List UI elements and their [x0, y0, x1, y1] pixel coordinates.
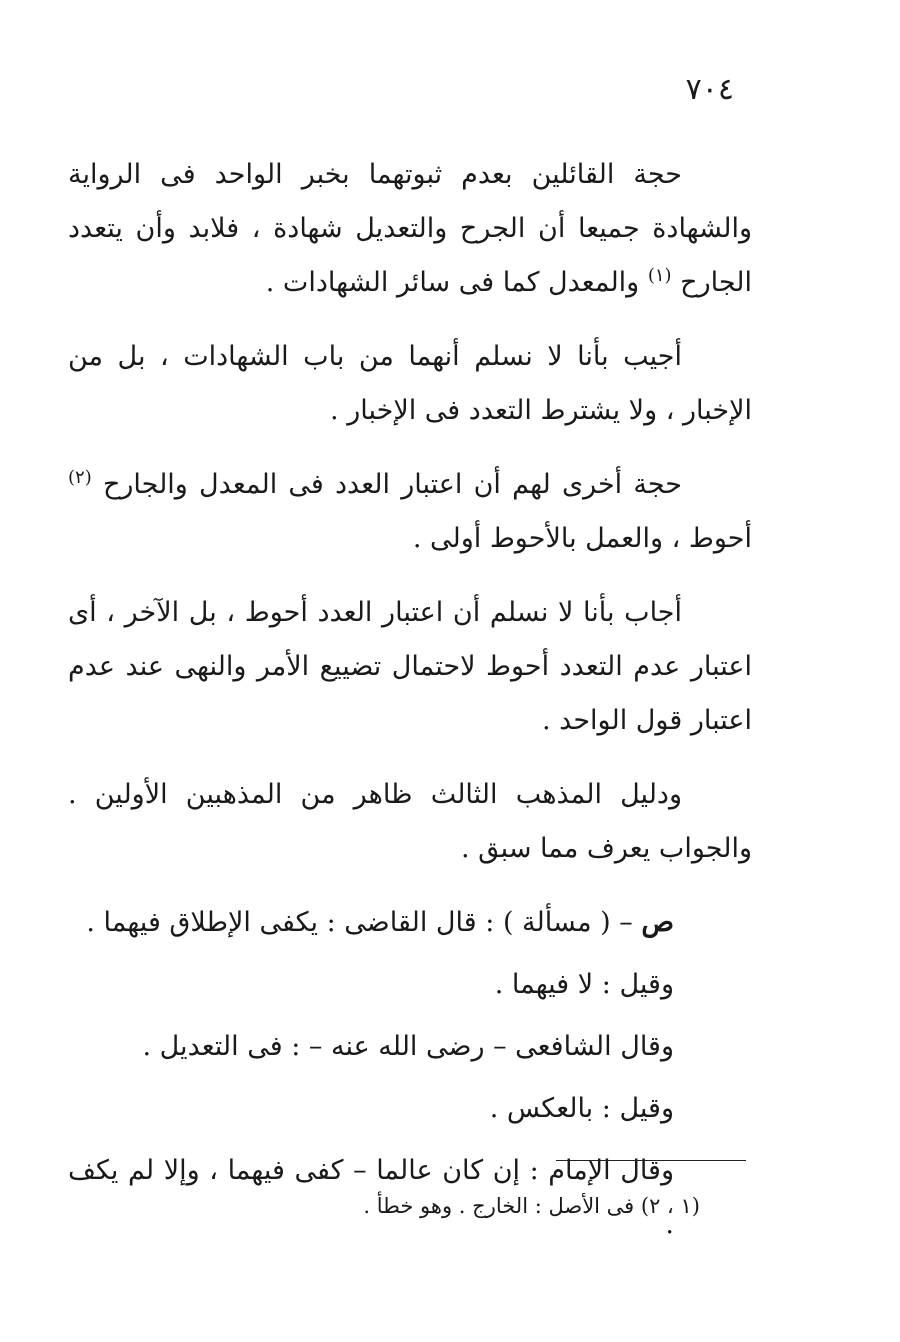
paragraph-argument-1 [68, 148, 752, 310]
page-number: ٧٠٤ [685, 72, 734, 107]
footnote: (١ ، ٢) فى الأصل : الخارج . وهو خطأ . [363, 1194, 700, 1218]
paragraph-text: أجاب بأنا لا نسلم أن اعتبار العدد أحوط ، بل الآخر ، أى اعتبار عدم التعدد أحوط لاحتمال تضييع الأمر والنهى عند عدم اعتبار قول الواحد . [68, 597, 752, 736]
paragraph-text: أجيب بأنا لا نسلم أنهما من باب الشهادات ، بل من الإخبار ، ولا يشترط التعدد فى الإخبار . [68, 341, 752, 426]
paragraph-third-view [68, 768, 752, 876]
opinion-line [68, 1082, 752, 1136]
opinion-text: وقيل : بالعكس . [489, 1093, 674, 1124]
paragraph-reply-1 [68, 330, 752, 438]
issue-text: – ( مسألة ) : قال القاضى : يكفى الإطلاق فيهما . [86, 907, 633, 938]
opinion-text: وقال الشافعى – رضى الله عنه – : فى التعديل . [142, 1031, 674, 1062]
paragraph-text: حجة القائلين بعدم ثبوتهما بخبر الواحد فى الرواية والشهادة جميعا أن الجرح والتعديل شهادة ، فلابد وأن يتعدد الجارح [68, 159, 752, 298]
main-text [68, 148, 752, 1260]
paragraph-text: والمعدل كما فى سائر الشهادات . [265, 267, 640, 298]
paragraph-text: ودليل المذهب الثالث ظاهر من المذهبين الأولين . والجواب يعرف مما سبق . [68, 779, 752, 864]
issue-marker: ص [641, 907, 674, 938]
footnote-ref-2: (٢) [68, 467, 92, 488]
issue-statement [68, 896, 752, 950]
opinion-text: وقيل : لا فيهما . [494, 969, 674, 1000]
footnote-ref-1: (١) [647, 265, 672, 286]
opinion-line [68, 1020, 752, 1074]
opinion-text: وقال الإمام : إن كان عالما – كفى فيهما ، وإلا لم يكف . [68, 1155, 674, 1240]
paragraph-argument-2 [68, 458, 752, 566]
footnote-divider [556, 1160, 746, 1161]
paragraph-reply-2 [68, 586, 752, 748]
paragraph-text: أحوط ، والعمل بالأحوط أولى . [412, 523, 752, 554]
paragraph-text: حجة أخرى لهم أن اعتبار العدد فى المعدل والجارح [102, 469, 682, 500]
opinion-line [68, 958, 752, 1012]
